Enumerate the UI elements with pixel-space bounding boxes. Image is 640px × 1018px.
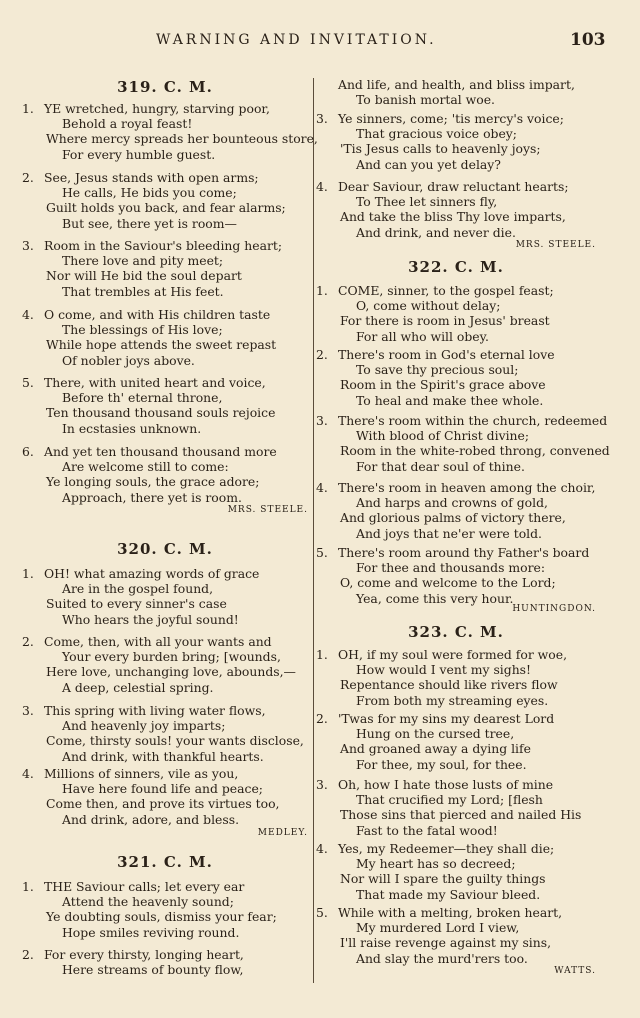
stanza-number: 1. [22, 566, 34, 581]
verse-line: He calls, He bids you come; [62, 185, 237, 201]
hymn-number-label: 320. [117, 540, 158, 558]
verse-line: Of nobler joys above. [62, 352, 195, 368]
verse-line: Are in the gospel found, [62, 581, 214, 597]
verse-line: Millions of sinners, vile as you, [44, 766, 239, 781]
verse-line: There's room in God's eternal love [338, 347, 555, 362]
stanza [316, 841, 596, 902]
stanza [316, 283, 596, 344]
stanza-number: 4. [316, 480, 328, 495]
verse-line: The blessings of His love; [62, 322, 223, 338]
verse-line: Come then, and prove its virtues too, [46, 796, 280, 812]
stanza-number: 5. [316, 545, 328, 560]
stanza [316, 179, 596, 240]
verse-line: There, with united heart and voice, [44, 375, 266, 390]
verse-line: There's room in heaven among the choir, [338, 480, 596, 495]
stanza-number: 1. [316, 647, 328, 662]
verse-line: Nor will He bid the soul depart [46, 268, 242, 284]
verse-line: And heavenly joy imparts; [62, 718, 226, 734]
hymn-meter: C. M. [163, 853, 213, 871]
stanza-number: 6. [22, 444, 34, 459]
verse-line: Ye longing souls, the grace adore; [46, 474, 260, 490]
verse-line: Who hears the joyful sound! [62, 611, 239, 627]
hymn-author: MRS. STEELE. [227, 505, 308, 515]
hymn-author: MRS. STEELE. [515, 240, 596, 250]
page-header [0, 28, 640, 52]
verse-line: Room in the Spirit's grace above [340, 377, 546, 393]
stanza [316, 777, 596, 838]
stanza-number: 3. [22, 238, 34, 253]
verse-line: 'Tis Jesus calls to heavenly joys; [340, 141, 541, 157]
hymn-number [22, 540, 308, 558]
verse-line: To Thee let sinners fly, [356, 194, 498, 210]
stanza [22, 444, 308, 505]
verse-line: And slay the murd'rers too. [356, 950, 528, 966]
verse-line: Ye doubting souls, dismiss your fear; [46, 909, 277, 925]
stanza-number: 5. [316, 905, 328, 920]
stanza-number: 3. [316, 777, 328, 792]
stanza-number: 2. [316, 347, 328, 362]
verse-line: And take the bliss Thy love imparts, [340, 209, 566, 225]
stanza-number: 3. [22, 703, 34, 718]
verse-line: Where mercy spreads her bounteous store, [46, 131, 318, 147]
stanza-number: 5. [22, 375, 34, 390]
hymn-meter: C. M. [163, 540, 213, 558]
verse-line: Ye sinners, come; 'tis mercy's voice; [338, 111, 564, 126]
column-divider [313, 78, 314, 983]
stanza [316, 347, 596, 408]
stanza [22, 879, 308, 940]
verse-line: To heal and make thee whole. [356, 392, 544, 408]
verse-line: Yes, my Redeemer—they shall die; [338, 841, 555, 856]
stanza-number: 4. [22, 766, 34, 781]
verse-line: Room in the white-robed throng, convened [340, 443, 610, 459]
verse-line: For thee and thousands more: [356, 560, 546, 576]
verse-line: To save thy precious soul; [356, 362, 519, 378]
stanza [316, 905, 596, 966]
verse-line: Come, thirsty souls! your wants disclose, [46, 733, 304, 749]
hymn-author: WATTS. [554, 966, 596, 976]
verse-line: O, come and welcome to the Lord; [340, 575, 556, 591]
hymn-meter: C. M. [454, 258, 504, 276]
verse-line: Have here found life and peace; [62, 781, 263, 797]
verse-line: That trembles at His feet. [62, 283, 224, 299]
stanza [22, 375, 308, 436]
verse-line: Approach, there yet is room. [62, 489, 242, 505]
verse-line: And drink, and never die. [356, 224, 516, 240]
verse-line: And can you yet delay? [356, 156, 501, 172]
hymn-number [22, 853, 308, 871]
verse-line: Room in the Saviour's bleeding heart; [44, 238, 283, 253]
stanza [22, 634, 308, 695]
verse-line: There's room around thy Father's board [338, 545, 590, 560]
verse-line: Come, then, with all your wants and [44, 634, 272, 649]
verse-line: Oh, how I hate those lusts of mine [338, 777, 554, 792]
stanza [22, 238, 308, 299]
verse-line: Here love, unchanging love, abounds,— [46, 664, 296, 680]
verse-line: There love and pity meet; [62, 253, 224, 269]
stanza [22, 101, 318, 162]
hymn-number-label: 319. [117, 78, 158, 96]
verse-line: THE Saviour calls; let every ear [44, 879, 245, 894]
verse-line: In ecstasies unknown. [62, 420, 202, 436]
stanza-number: 2. [22, 634, 34, 649]
verse-line: For all who will obey. [356, 328, 489, 344]
verse-line: COME, sinner, to the gospel feast; [338, 283, 554, 298]
verse-line: Ten thousand thousand souls rejoice [46, 405, 276, 421]
stanza-number: 1. [316, 283, 328, 298]
verse-line: Here streams of bounty flow, [62, 962, 244, 978]
verse-line: Guilt holds you back, and fear alarms; [46, 200, 286, 216]
stanza [316, 413, 610, 474]
running-title: WARNING AND INVITATION. [156, 32, 437, 48]
stanza [22, 307, 308, 368]
verse-line: For every thirsty, longing heart, [44, 947, 244, 962]
verse-line: OH, if my soul were formed for woe, [338, 647, 568, 662]
verse-line: And drink, adore, and bless. [62, 811, 240, 827]
verse-line: My heart has so decreed; [356, 856, 516, 872]
verse-line: Before th' eternal throne, [62, 390, 223, 406]
verse-line: For every humble guest. [62, 146, 216, 162]
verse-line: See, Jesus stands with open arms; [44, 170, 259, 185]
stanza-number: 3. [316, 111, 328, 126]
verse-line: Fast to the fatal wood! [356, 822, 498, 838]
verse-line: But see, there yet is room— [62, 215, 237, 231]
verse-line: For there is room in Jesus' breast [340, 313, 550, 329]
verse-line: With blood of Christ divine; [356, 428, 530, 444]
verse-line: That gracious voice obey; [356, 126, 517, 142]
verse-line: While with a melting, broken heart, [338, 905, 563, 920]
stanza-number: 4. [22, 307, 34, 322]
stanza-number: 2. [22, 170, 34, 185]
stanza [22, 566, 308, 627]
stanza [22, 766, 308, 827]
page-number: 103 [570, 30, 606, 50]
verse-line: OH! what amazing words of grace [44, 566, 260, 581]
stanza-number: 2. [22, 947, 34, 962]
verse-line: And drink, with thankful hearts. [62, 748, 264, 764]
verse-line: Suited to every sinner's case [46, 596, 227, 612]
stanza-number: 3. [316, 413, 328, 428]
stanza-number: 1. [22, 879, 34, 894]
verse-line: And joys that ne'er were told. [356, 525, 542, 541]
verse-line: There's room within the church, redeemed [338, 413, 608, 428]
verse-line: YE wretched, hungry, starving poor, [44, 101, 270, 116]
stanza-number: 2. [316, 711, 328, 726]
verse-line: Your every burden bring; [wounds, [62, 649, 281, 665]
hymn-meter: C. M. [454, 623, 504, 641]
stanza [316, 111, 596, 172]
verse-line: I'll raise revenge against my sins, [340, 935, 552, 951]
verse-line: And life, and health, and bliss impart, [338, 77, 575, 92]
hymn-number [22, 78, 308, 96]
verse-line: My murdered Lord I view, [356, 920, 520, 936]
stanza [22, 170, 308, 231]
verse-line: For thee, my soul, for thee. [356, 756, 527, 772]
verse-line: And yet ten thousand thousand more [44, 444, 277, 459]
verse-line: And groaned away a dying life [340, 741, 531, 757]
verse-line: Hope smiles reviving round. [62, 924, 240, 940]
hymn-number-label: 322. [408, 258, 449, 276]
verse-line: Hung on the cursed tree, [356, 726, 515, 742]
stanza [316, 77, 596, 107]
verse-line: A deep, celestial spring. [62, 679, 214, 695]
hymn-number [316, 258, 596, 276]
stanza [316, 545, 596, 606]
stanza [22, 703, 308, 764]
hymn-number-label: 321. [117, 853, 158, 871]
hymn-number-label: 323. [408, 623, 449, 641]
verse-line: Behold a royal feast! [62, 116, 193, 132]
verse-line: Are welcome still to come: [62, 459, 229, 475]
verse-line: And glorious palms of victory there, [340, 510, 566, 526]
verse-line: Attend the heavenly sound; [62, 894, 234, 910]
stanza [316, 480, 596, 541]
verse-line: O, come without delay; [356, 298, 501, 314]
verse-line: That made my Saviour bleed. [356, 886, 541, 902]
verse-line: To banish mortal woe. [356, 92, 495, 108]
hymn-number [316, 623, 596, 641]
hymn-author: HUNTINGDON. [512, 604, 596, 614]
stanza [316, 711, 596, 772]
hymn-meter: C. M. [163, 78, 213, 96]
stanza [316, 647, 596, 708]
verse-line: Yea, come this very hour. [356, 590, 514, 606]
stanza-number: 1. [22, 101, 34, 116]
verse-line: O come, and with His children taste [44, 307, 271, 322]
verse-line: That crucified my Lord; [flesh [356, 792, 543, 808]
verse-line: Dear Saviour, draw reluctant hearts; [338, 179, 569, 194]
verse-line: This spring with living water flows, [44, 703, 266, 718]
verse-line: And harps and crowns of gold, [356, 495, 548, 511]
stanza-number: 4. [316, 179, 328, 194]
verse-line: How would I vent my sighs! [356, 662, 532, 678]
stanza [22, 947, 308, 977]
verse-line: Repentance should like rivers flow [340, 677, 558, 693]
stanza-number: 4. [316, 841, 328, 856]
verse-line: Those sins that pierced and nailed His [340, 807, 582, 823]
verse-line: From both my streaming eyes. [356, 692, 549, 708]
verse-line: While hope attends the sweet repast [46, 337, 277, 353]
verse-line: For that dear soul of thine. [356, 458, 525, 474]
verse-line: 'Twas for my sins my dearest Lord [338, 711, 555, 726]
hymn-author: MEDLEY. [257, 828, 308, 838]
verse-line: Nor will I spare the guilty things [340, 871, 546, 887]
